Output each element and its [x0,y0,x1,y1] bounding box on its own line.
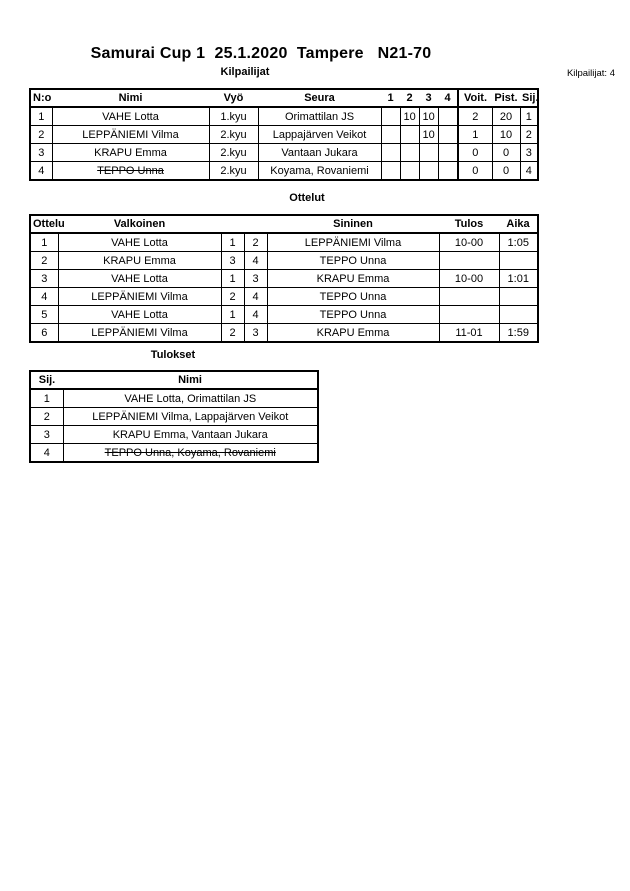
match-time [499,288,538,306]
result-row [30,444,318,463]
result-name: LEPPÄNIEMI Vilma, Lappajärven Veikot [63,408,318,426]
competitor-club: Orimattilan JS [258,107,381,126]
col-header-no: N:o [30,89,52,107]
blue-player: KRAPU Emma [267,270,439,288]
round-score-2 [400,144,419,162]
col-header-voit: Voit. [458,89,492,107]
col-header-nimi: Nimi [63,371,318,389]
match-row [30,324,538,343]
col-header-pist: Pist. [492,89,520,107]
white-player-number: 1 [221,233,244,252]
competitor-number: 4 [30,162,52,181]
white-player: VAHE Lotta [58,233,221,252]
kilpailijat-header-row [30,89,538,107]
round-score-1 [381,162,400,181]
ottelut-table [29,214,539,343]
match-number: 5 [30,306,58,324]
competitor-points: 0 [492,144,520,162]
competitor-place: 4 [520,162,538,181]
white-player: LEPPÄNIEMI Vilma [58,288,221,306]
tulokset-table [29,370,319,463]
round-score-1 [381,107,400,126]
match-row [30,270,538,288]
round-score-4 [438,126,458,144]
competitor-wins: 1 [458,126,492,144]
result-row [30,408,318,426]
match-result: 10-00 [439,270,499,288]
competitor-belt: 1.kyu [209,107,258,126]
match-time [499,252,538,270]
blue-player-number: 2 [244,233,267,252]
competitor-wins: 2 [458,107,492,126]
col-header-round-4: 4 [438,89,458,107]
round-score-1 [381,144,400,162]
match-number: 4 [30,288,58,306]
round-score-2 [400,162,419,181]
competitor-number: 3 [30,144,52,162]
match-result [439,288,499,306]
competitor-place: 3 [520,144,538,162]
blue-player-number: 4 [244,306,267,324]
match-row [30,233,538,252]
competitor-row [30,126,538,144]
match-time: 1:05 [499,233,538,252]
blue-player-number: 3 [244,324,267,343]
round-score-1 [381,126,400,144]
round-score-3 [419,162,438,181]
result-place: 2 [30,408,63,426]
result-place: 4 [30,444,63,463]
col-header-valkoinen: Valkoinen [58,215,221,233]
result-place: 1 [30,389,63,408]
match-number: 3 [30,270,58,288]
match-time [499,306,538,324]
col-header-seura: Seura [258,89,381,107]
round-score-2 [400,126,419,144]
col-header-blue-number [244,215,267,233]
match-number: 1 [30,233,58,252]
blue-player: TEPPO Unna [267,288,439,306]
match-result [439,252,499,270]
col-header-white-number [221,215,244,233]
competitor-name: KRAPU Emma [52,144,209,162]
round-score-3 [419,144,438,162]
col-header-sininen: Sininen [267,215,439,233]
col-header-sij: Sij. [30,371,63,389]
col-header-ottelu: Ottelu [30,215,58,233]
competitor-club: Koyama, Rovaniemi [258,162,381,181]
white-player-number: 1 [221,270,244,288]
competitor-name: VAHE Lotta [52,107,209,126]
competitor-row [30,144,538,162]
white-player: VAHE Lotta [58,306,221,324]
competitor-wins: 0 [458,162,492,181]
competitor-name-withdrawn: TEPPO Unna [52,162,209,181]
ottelut-header-row [30,215,538,233]
competitor-number: 1 [30,107,52,126]
match-row [30,288,538,306]
result-row [30,389,318,408]
result-row [30,426,318,444]
result-name: KRAPU Emma, Vantaan Jukara [63,426,318,444]
match-row [30,306,538,324]
white-player-number: 2 [221,324,244,343]
white-player-number: 2 [221,288,244,306]
col-header-round-2: 2 [400,89,419,107]
match-number: 6 [30,324,58,343]
competitor-club: Lappajärven Veikot [258,126,381,144]
blue-player-number: 4 [244,252,267,270]
blue-player: TEPPO Unna [267,306,439,324]
result-place: 3 [30,426,63,444]
match-result: 11-01 [439,324,499,343]
section-title-ottelut: Ottelut [289,192,325,204]
match-number: 2 [30,252,58,270]
col-header-round-1: 1 [381,89,400,107]
competitor-wins: 0 [458,144,492,162]
col-header-nimi: Nimi [52,89,209,107]
competitor-points: 20 [492,107,520,126]
competitor-name: LEPPÄNIEMI Vilma [52,126,209,144]
result-name-withdrawn: TEPPO Unna, Koyama, Rovaniemi [63,444,318,463]
competitor-row [30,162,538,181]
white-player: VAHE Lotta [58,270,221,288]
competitor-points: 0 [492,162,520,181]
competitor-points: 10 [492,126,520,144]
blue-player: LEPPÄNIEMI Vilma [267,233,439,252]
match-time: 1:01 [499,270,538,288]
competitor-club: Vantaan Jukara [258,144,381,162]
col-header-sij: Sij. [520,89,538,107]
blue-player-number: 4 [244,288,267,306]
section-title-tulokset: Tulokset [150,349,196,361]
col-header-round-3: 3 [419,89,438,107]
white-player: LEPPÄNIEMI Vilma [58,324,221,343]
round-score-4 [438,162,458,181]
competitor-count-label: Kilpailijat: 4 [566,68,615,79]
blue-player: TEPPO Unna [267,252,439,270]
blue-player-number: 3 [244,270,267,288]
white-player-number: 3 [221,252,244,270]
result-name: VAHE Lotta, Orimattilan JS [63,389,318,408]
blue-player: KRAPU Emma [267,324,439,343]
section-title-kilpailijat: Kilpailijat [220,66,270,78]
competitor-row [30,107,538,126]
round-score-4 [438,107,458,126]
col-header-vyo: Vyö [209,89,258,107]
white-player-number: 1 [221,306,244,324]
round-score-3: 10 [419,126,438,144]
match-result: 10-00 [439,233,499,252]
competitor-number: 2 [30,126,52,144]
competitor-place: 1 [520,107,538,126]
competitor-belt: 2.kyu [209,126,258,144]
competitor-belt: 2.kyu [209,162,258,181]
white-player: KRAPU Emma [58,252,221,270]
round-score-3: 10 [419,107,438,126]
competitor-place: 2 [520,126,538,144]
col-header-aika: Aika [499,215,538,233]
round-score-4 [438,144,458,162]
kilpailijat-table [29,88,539,181]
round-score-2: 10 [400,107,419,126]
match-row [30,252,538,270]
col-header-tulos: Tulos [439,215,499,233]
match-result [439,306,499,324]
tulokset-header-row [30,371,318,389]
competitor-belt: 2.kyu [209,144,258,162]
page-title: Samurai Cup 1 25.1.2020 Tampere N21-70 [90,45,432,62]
match-time: 1:59 [499,324,538,343]
